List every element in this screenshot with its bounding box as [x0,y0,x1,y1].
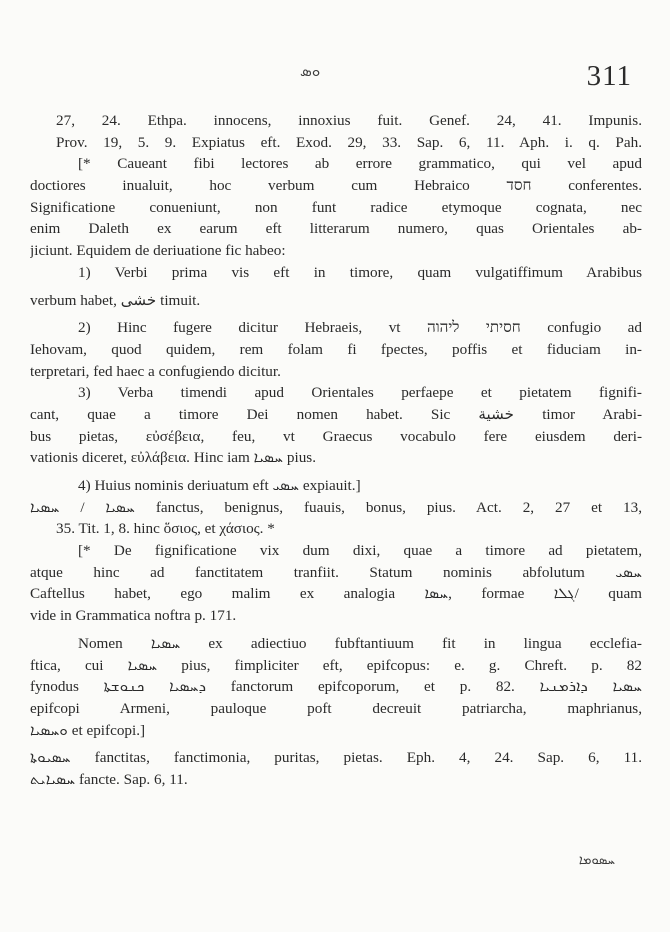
text-line: 3) Verba timendi apud Orientales perfaepe et pietatem fignifi- [78,384,642,402]
text-line: 27, 24. Ethpa. innocens, innoxius fuit. Genef. 24, 41. Impunis. [56,112,642,129]
text-line: ܘܚܣܝܐ et epifcopi.] [30,721,146,739]
text-line: bus pietas, εὐσέβεια, feu, vt Graecus vocabulo fere eiusdem deri- [30,427,642,445]
text-line: 4) Huius nominis deriuatum eft ܚܣܝ expiauit.] [78,477,361,494]
text-line: cant, quae a timore Dei nomen habet. Sic خشية timor Arabi- [30,405,642,423]
text-line: ܚܣܝܐܝܬ fancte. Sap. 6, 11. [30,770,188,788]
text-line: Iehovam, quod quidem, rem folam fi fpectes, poffis et fiduciam in- [30,340,642,358]
text-line: [* Caueant fibi lectores ab errore grammatico, qui vel apud [78,155,642,173]
text-line: 2) Hinc fugere dicitur Hebraeis, vt חסיתי ליהוה confugio ad [78,319,642,337]
text-line: fynodus ܕܚܣܝܐ ܟܢܘܫܬܐ fanctorum epifcoporum, et p. 82. ܚܣܝܐ ܕܐܪܡܢܝܐ [30,678,642,696]
text-line: ܚܣܝܐ / ܚܣܝܐ fanctus, benignus, fuauis, bonus, pius. Act. 2, 27 et 13, [30,498,642,516]
text-line: atque hinc ad fanctitatem tranfiit. Statum nominis abfolutum ܚܣܝ [30,563,642,581]
text-line: ܚܣܝܘܬܐ fanctitas, fanctimonia, puritas, pietas. Eph. 4, 24. Sap. 6, 11. [30,749,642,767]
body-text [30,110,642,791]
text-line: ftica, cui ܚܣܝܐ pius, fimpliciter eft, epifcopus: e. g. Chreft. p. 82 [30,656,642,674]
text-line: terpretari, fed haec a confugiendo dicitur. [30,362,281,380]
text-line: epifcopi Armeni, pauloque poft decreuit patriarcha, maphrianus, [30,699,642,717]
text-line: Caftellus habet, ego malim ex analogia ܚܣܐ, formae ܓܠܐ/ quam [30,585,642,603]
text-line: Significatione conueniunt, non funt radice etymoque cognata, nec [30,198,642,216]
text-line: enim Daleth ex earum eft litterarum numero, quas Orientales ab- [30,220,642,238]
text-line: vationis diceret, εὐλάβεια. Hinc iam ܚܣܝܐ pius. [30,449,316,467]
text-line: 35. Tit. 1, 8. hinc ὅσιος, et χάσιος. * [56,520,275,538]
text-line: 1) Verbi prima vis eft in timore, quam vulgatiffimum Arabibus [78,263,642,281]
catchword: ܚܣܘܡܐ [578,853,615,868]
page-number: 311 [586,60,632,92]
text-line: verbum habet, خشى timuit. [30,291,201,309]
text-line: Nomen ܚܣܝܐ ex adiectiuo fubftantiuum fit in lingua ecclefia- [78,634,642,652]
text-line: Prov. 19, 5. 9. Expiatus eft. Exod. 29, 33. Sap. 6, 11. Aph. i. q. Pah. [56,133,642,151]
header-ornament: ܘܣ [300,62,321,80]
text-line: [* De fignificatione vix dum dixi, quae a timore ad pietatem, [78,542,642,560]
text-line: jiciunt. Equidem de deriuatione fic habeo: [30,242,286,260]
text-line: vide in Grammatica noftra p. 171. [30,607,237,625]
text-line: doctiores inualuit, hoc verbum cum Hebraico חסד conferentes. [30,177,642,195]
